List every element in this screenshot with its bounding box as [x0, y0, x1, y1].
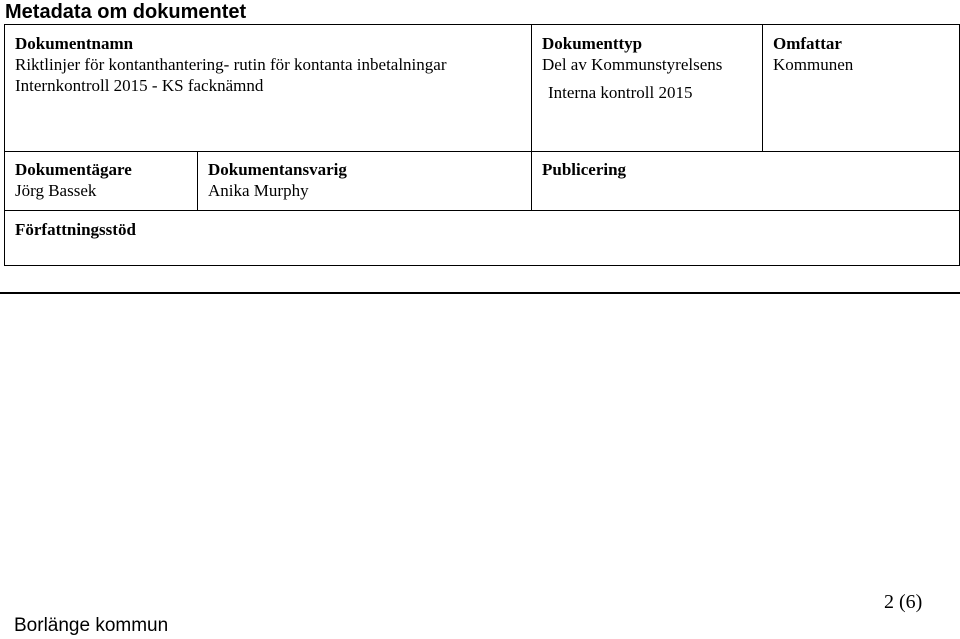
- forfattningsstod-label: Författningsstöd: [15, 220, 136, 239]
- dokumentnamn-value-line2: Internkontroll 2015 - KS facknämnd: [15, 76, 264, 95]
- page-separator: [0, 292, 960, 294]
- forfattningsstod-cell: [15, 219, 915, 240]
- omfattar-label: Omfattar: [773, 34, 842, 53]
- dokumenttyp-label: Dokumenttyp: [542, 34, 643, 53]
- dokumentnamn-cell: [15, 33, 527, 96]
- divider-row1-a: [531, 24, 532, 211]
- page-title: Metadata om dokumentet: [5, 1, 247, 23]
- omfattar-value: Kommunen: [773, 55, 854, 74]
- dokumenttyp-cell: [542, 33, 757, 103]
- divider-row2-bottom: [4, 210, 960, 211]
- dokumentansvarig-cell: [208, 159, 526, 201]
- dokumenttyp-value-line1: Del av Kommunstyrelsens: [542, 55, 723, 74]
- dokumentnamn-value-line1: Riktlinjer för kontanthantering- rutin för kontanta inbetalningar: [15, 55, 447, 74]
- dokumentagare-cell: [15, 159, 193, 201]
- divider-row2-a: [197, 151, 198, 211]
- dokumentagare-value: Jörg Bassek: [15, 181, 97, 200]
- page-number: 2 (6): [884, 591, 923, 613]
- dokumentagare-label: Dokumentägare: [15, 160, 132, 179]
- publicering-cell: [542, 159, 952, 180]
- dokumentansvarig-label: Dokumentansvarig: [208, 160, 347, 179]
- divider-row1-b: [762, 24, 763, 152]
- footer-organization: Borlänge kommun: [14, 615, 169, 636]
- omfattar-cell: [773, 33, 953, 75]
- dokumentansvarig-value: Anika Murphy: [208, 181, 309, 200]
- dokumentnamn-label: Dokumentnamn: [15, 34, 134, 53]
- divider-row1-bottom: [4, 151, 960, 152]
- publicering-label: Publicering: [542, 160, 627, 179]
- dokumenttyp-value-line2: Interna kontroll 2015: [548, 83, 693, 102]
